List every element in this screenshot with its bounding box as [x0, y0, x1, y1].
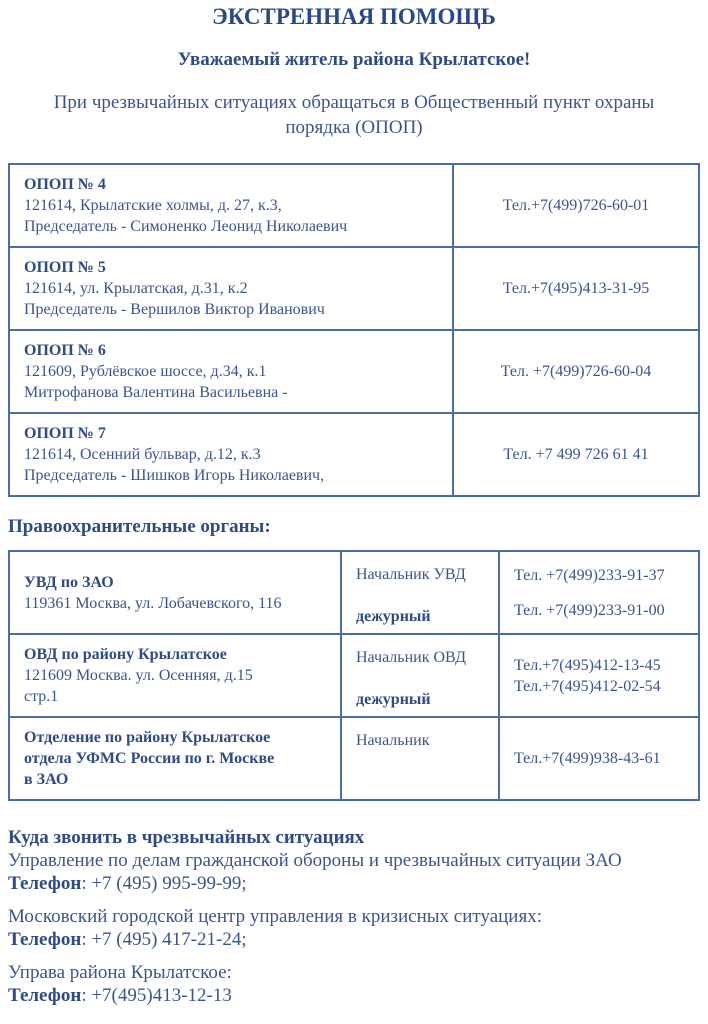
- opop-address: 121614, ул. Крылатская, д.31, к.2: [24, 280, 248, 297]
- law-table: [8, 550, 700, 801]
- role-duty: дежурный: [356, 608, 431, 625]
- emergency-item: [8, 961, 700, 1007]
- intro-line-2: порядка (ОПОП): [285, 117, 423, 138]
- table-row: [9, 634, 699, 717]
- role-cell: [341, 551, 499, 634]
- table-row: [9, 551, 699, 634]
- org-address: 121609 Москва. ул. Осенняя, д.15: [24, 667, 253, 684]
- role-chief: Начальник ОВД: [356, 649, 467, 666]
- opop-info: [9, 164, 453, 247]
- opop-address: 121609, Рублёвское шоссе, д.34, к.1: [24, 363, 267, 380]
- intro-text: [0, 90, 708, 140]
- phone-label: Телефон: [8, 873, 82, 894]
- phone-cell: [499, 551, 699, 634]
- phone-cell: [499, 634, 699, 717]
- role-duty: дежурный: [356, 691, 431, 708]
- opop-chair: Председатель - Вершилов Виктор Иванович: [24, 301, 325, 318]
- opop-name: ОПОП № 4: [24, 176, 106, 193]
- opop-phone: Тел. +7 499 726 61 41: [453, 413, 699, 496]
- org-name-2: отдела УФМС России по г. Москве: [24, 750, 275, 767]
- opop-chair: Митрофанова Валентина Васильевна -: [24, 384, 288, 401]
- opop-name: ОПОП № 6: [24, 342, 106, 359]
- opop-phone: Тел. +7(499)726-60-04: [453, 330, 699, 413]
- role-cell: [341, 717, 499, 800]
- opop-phone: Тел.+7(495)413-31-95: [453, 247, 699, 330]
- phone-label: Телефон: [8, 929, 82, 950]
- page-title: ЭКСТРЕННАЯ ПОМОЩЬ: [212, 4, 496, 29]
- table-row: [9, 247, 699, 330]
- phone-2: Тел.+7(495)412-02-54: [514, 677, 661, 695]
- emergency-phone: : +7(495)413-12-13: [81, 985, 232, 1006]
- emergency-org: Управление по делам гражданской обороны и чрезвычайных ситуации ЗАО: [8, 850, 622, 871]
- opop-address: 121614, Осенний бульвар, д.12, к.3: [24, 446, 261, 463]
- emergency-phone: : +7 (495) 995-99-99;: [81, 873, 247, 894]
- opop-info: [9, 330, 453, 413]
- opop-name: ОПОП № 5: [24, 259, 106, 276]
- emergency-phone: : +7 (495) 417-21-24;: [81, 929, 247, 950]
- table-row: [9, 164, 699, 247]
- role-chief: Начальник: [356, 732, 430, 749]
- law-heading: Правоохранительные органы:: [8, 516, 271, 537]
- table-row: [9, 330, 699, 413]
- opop-table: [8, 163, 700, 497]
- table-row: [9, 717, 699, 800]
- org-info: [9, 717, 341, 800]
- role-chief: Начальник УВД: [356, 566, 466, 583]
- phone-cell: [499, 717, 699, 800]
- intro-line-1: При чрезвычайных ситуациях обращаться в Общественный пункт охраны: [53, 92, 655, 113]
- org-info: [9, 551, 341, 634]
- phone-1: Тел.+7(499)938-43-61: [514, 750, 661, 767]
- emergency-org: Московский городской центр управления в кризисных ситуациях:: [8, 906, 542, 927]
- opop-info: [9, 413, 453, 496]
- org-name: ОВД по району Крылатское: [24, 646, 227, 663]
- opop-chair: Председатель - Шишков Игорь Николаевич,: [24, 467, 325, 484]
- opop-address: 121614, Крылатские холмы, д. 27, к.3,: [24, 197, 282, 214]
- org-address: 119361 Москва, ул. Лобачевского, 116: [24, 594, 282, 612]
- emergency-section: [8, 826, 700, 1017]
- opop-name: ОПОП № 7: [24, 425, 106, 442]
- role-cell: [341, 634, 499, 717]
- org-name-1: Отделение по району Крылатское: [24, 729, 271, 746]
- emergency-heading: Куда звонить в чрезвычайных ситуациях: [8, 827, 365, 848]
- emergency-item: [8, 905, 700, 951]
- org-name: УВД по ЗАО: [24, 573, 114, 591]
- greeting: Уважаемый житель района Крылатское!: [177, 49, 531, 70]
- opop-phone: Тел.+7(499)726-60-01: [453, 164, 699, 247]
- emergency-item: [8, 849, 700, 895]
- table-row: [9, 413, 699, 496]
- phone-duty: Тел. +7(499)233-91-00: [514, 601, 665, 619]
- opop-chair: Председатель - Симоненко Леонид Николаевич: [24, 218, 348, 235]
- phone-chief: Тел. +7(499)233-91-37: [514, 566, 665, 584]
- emergency-org: Управа района Крылатское:: [8, 962, 232, 983]
- org-name-3: в ЗАО: [24, 771, 69, 788]
- org-address-2: стр.1: [24, 688, 59, 705]
- phone-1: Тел.+7(495)412-13-45: [514, 656, 661, 674]
- opop-info: [9, 247, 453, 330]
- phone-label: Телефон: [8, 985, 82, 1006]
- org-info: [9, 634, 341, 717]
